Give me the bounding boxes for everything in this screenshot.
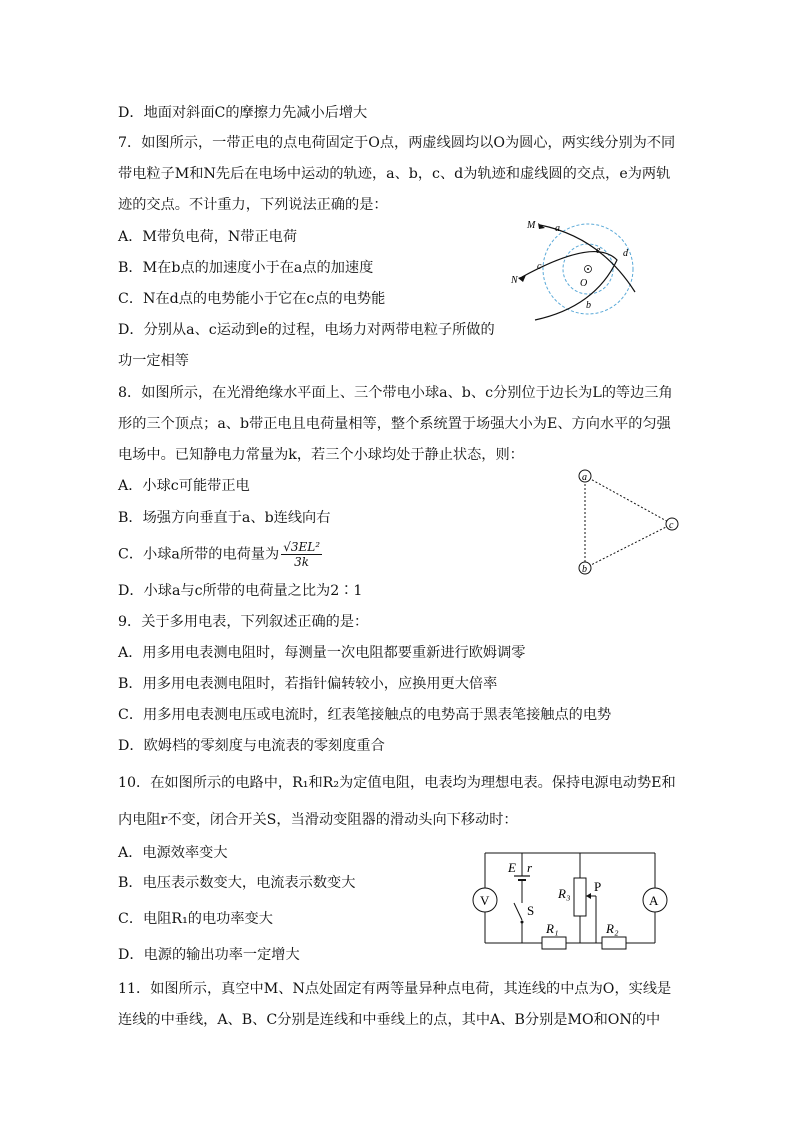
q9-option-c: C．用多用电表测电压或电流时，红表笔接触点的电势高于黑表笔接触点的电势 bbox=[118, 707, 612, 723]
q10-r2-label: R₂ bbox=[606, 921, 619, 936]
q8-fraction-denominator: 3k bbox=[294, 555, 310, 569]
q10-circuit-figure bbox=[470, 848, 670, 950]
q10-emf-label: E bbox=[508, 860, 516, 875]
q7-label-d: d bbox=[623, 248, 628, 259]
q9-option-b: B．用多用电表测电阻时，若指针偏转较小，应换用更大倍率 bbox=[118, 676, 498, 692]
q7-label-n: N bbox=[511, 275, 518, 286]
q7-label-a: a bbox=[555, 223, 560, 234]
q8-option-a: A．小球c可能带正电 bbox=[118, 478, 250, 494]
q7-label-o: O bbox=[580, 278, 588, 289]
q10-internal-resistance-label: r bbox=[527, 860, 533, 875]
q7-label-m: M bbox=[527, 220, 536, 231]
q7-option-c: C．N在d点的电势能小于它在c点的电势能 bbox=[118, 291, 386, 307]
q7-trajectory-figure bbox=[505, 212, 655, 324]
q8-label-b: b bbox=[582, 564, 587, 575]
q7-stem-line-1: 7．如图所示，一带正电的点电荷固定于O点，两虚线圆均以O为圆心，两实线分别为不同 bbox=[118, 135, 676, 151]
q7-option-d-line-2: 功一定相等 bbox=[118, 353, 189, 369]
q7-label-e: e bbox=[596, 245, 601, 256]
q7-option-a: A．M带负电荷，N带正电荷 bbox=[118, 229, 298, 245]
q7-option-d-line-1: D．分别从a、c运动到e的过程，电场力对两带电粒子所做的 bbox=[118, 322, 495, 338]
q11-stem-line-1: 11．如图所示，真空中M、N点处固定有两等量异种点电荷，其连线的中点为O，实线是 bbox=[118, 981, 672, 997]
q8-option-b: B．场强方向垂直于a、b连线向右 bbox=[118, 510, 331, 526]
q8-label-a: a bbox=[582, 472, 587, 483]
q10-stem-line-2: 内电阻r不变，闭合开关S，当滑动变阻器的滑动头向下移动时： bbox=[118, 812, 518, 828]
q10-switch-label: S bbox=[527, 903, 535, 918]
q10-slider-label: P bbox=[594, 879, 602, 894]
q11-stem-line-2: 连线的中垂线，A、B、C分别是连线和中垂线上的点，其中A、B分别是MO和ON的中 bbox=[118, 1012, 661, 1028]
q8-option-c bbox=[118, 540, 322, 569]
q10-option-c: C．电阻R₁的电功率变大 bbox=[118, 911, 273, 927]
q8-fraction-numerator: √3EL² bbox=[283, 540, 321, 554]
q8-stem-line-1: 8．如图所示，在光滑绝缘水平面上、三个带电小球a、b、c分别位于边长为L的等边三角 bbox=[118, 385, 673, 401]
q8-option-d: D．小球a与c所带的电荷量之比为2∶1 bbox=[118, 583, 363, 599]
q10-option-b: B．电压表示数变大，电流表示数变大 bbox=[118, 875, 356, 891]
q8-option-c-fraction bbox=[281, 540, 322, 569]
q7-option-b: B．M在b点的加速度小于在a点的加速度 bbox=[118, 260, 374, 276]
q7-stem-line-2: 带电粒子M和N先后在电场中运动的轨迹，a、b，c、d为轨迹和虚线圆的交点，e为两轨 bbox=[118, 166, 671, 182]
q10-ammeter-label: A bbox=[649, 893, 659, 908]
q8-label-c: c bbox=[669, 520, 674, 531]
q6-option-d: D．地面对斜面C的摩擦力先减小后增大 bbox=[118, 105, 368, 121]
q10-option-d: D．电源的输出功率一定增大 bbox=[118, 947, 300, 963]
q10-option-a: A．电源效率变大 bbox=[118, 845, 228, 861]
q7-label-c: c bbox=[537, 261, 542, 272]
q8-option-c-text: C．小球a所带的电荷量为 bbox=[118, 546, 280, 563]
q9-option-d: D．欧姆档的零刻度与电流表的零刻度重合 bbox=[118, 738, 385, 754]
q9-option-a: A．用多用电表测电阻时，每测量一次电阻都要重新进行欧姆调零 bbox=[118, 645, 526, 661]
q10-r3-label: R₃ bbox=[558, 886, 571, 901]
q7-label-b: b bbox=[586, 300, 591, 311]
q10-r1-label: R₁ bbox=[546, 921, 559, 936]
q8-triangle-figure bbox=[574, 466, 684, 578]
q8-stem-line-2: 形的三个顶点；a、b带正电且电荷量相等，整个系统置于场强大小为E、方向水平的匀强 bbox=[118, 416, 671, 432]
q10-stem-line-1: 10．在如图所示的电路中，R₁和R₂为定值电阻，电表均为理想电表。保持电源电动势E和 bbox=[118, 775, 676, 791]
q7-stem-line-3: 迹的交点。不计重力，下列说法正确的是： bbox=[118, 197, 388, 213]
q10-voltmeter-label: V bbox=[480, 893, 490, 908]
q9-stem: 9．关于多用电表，下列叙述正确的是： bbox=[118, 614, 369, 630]
q8-stem-line-3: 电场中。已知静电力常量为k，若三个小球均处于静止状态，则： bbox=[118, 447, 524, 463]
